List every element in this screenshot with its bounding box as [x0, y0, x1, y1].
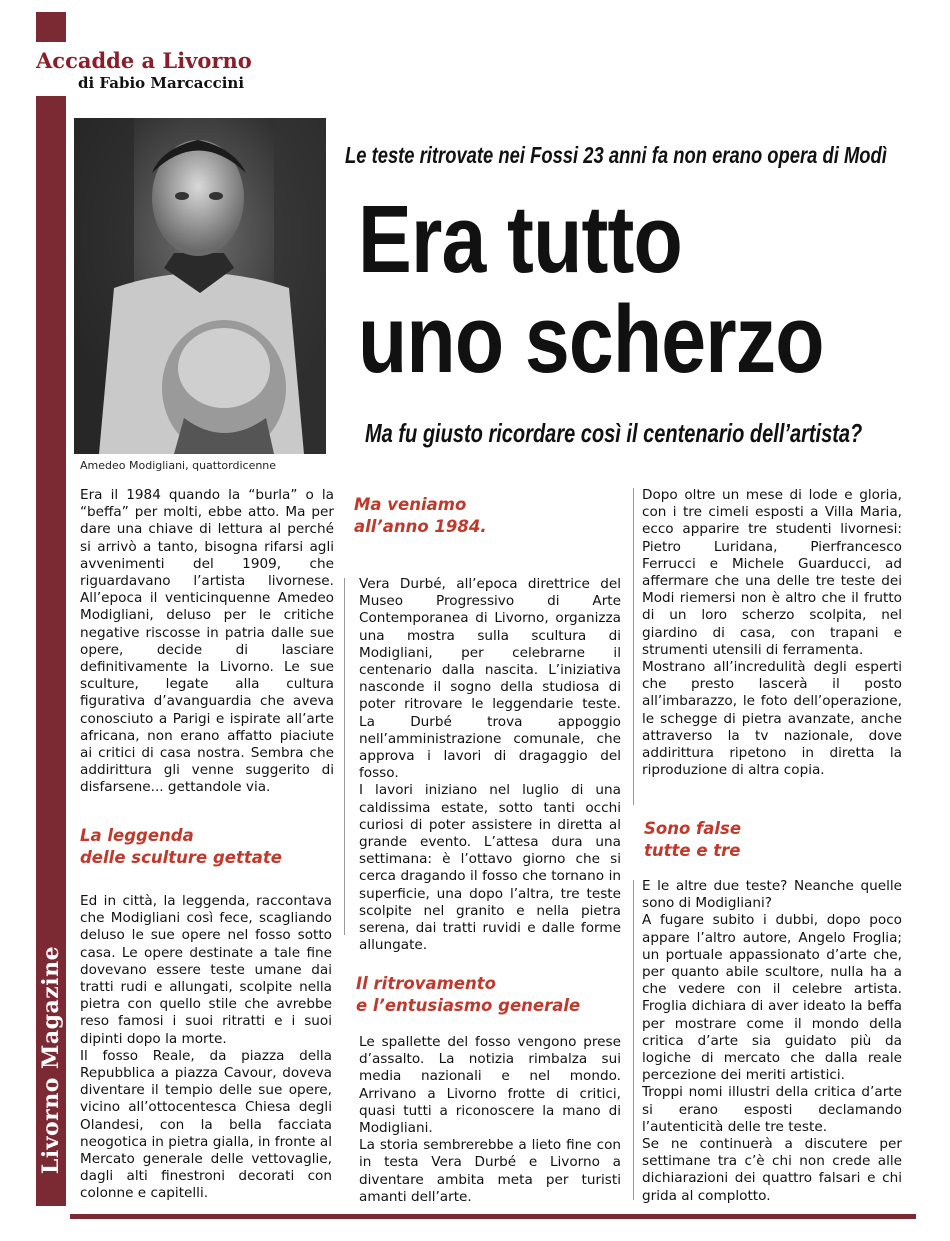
corner-square — [36, 12, 66, 42]
magazine-label: Livorno Magazine — [38, 945, 64, 1175]
paragraph: I lavori iniziano nel luglio di una caldissima estate, sotto tanti occhi curiosi di poter assistere in diretta al grande evento. L’attesa dura una settimana: è l’ottavo giorno che si cerca dragando il fosso che tornano in superficie, una dopo l’altra, tre teste scolpite nel granito e nella pietra serena, dai tratti ruvidi e dalle forme allungate. — [359, 782, 621, 954]
subheadline: Ma fu giusto ricordare così il centenario dell’artista? — [365, 418, 863, 448]
paragraph: Il fosso Reale, da piazza della Repubblica a piazza Cavour, doveva diventare il tempio delle sue opere, vicino all’ottocentesca Chiesa degli Olandesi, con la bella facciata neogotica in pietra gialla, in fronte al Mercato generale delle vettovaglie, dagli alti finestroni decorati con colonne e capitelli. — [80, 1047, 332, 1202]
section-title-line: tutte e tre — [644, 841, 741, 860]
section-title-line: Il ritrovamento — [356, 974, 496, 993]
paragraph: Mostrano all’incredulità degli esperti che presto lascerà il posto all’imbarazzo, le foto dell’operazione, le schegge di pietra avanzate, anche attraverso la tv nazionale, dove addirittura ripetono in diretta la riproduzione di altra copia. — [642, 659, 902, 779]
column-2-body — [359, 576, 621, 954]
section-title — [354, 494, 487, 538]
photo-caption: Amedeo Modigliani, quattordicenne — [80, 459, 277, 472]
column-3-body-2 — [642, 878, 902, 1205]
paragraph: La storia sembrerebbe a lieto fine con in testa Vera Durbé e Livorno a diventare ambita meta per turisti amanti dell’arte. — [359, 1137, 621, 1205]
paragraph: Troppi nomi illustri della critica d’arte si erano esposti declamando l’autenticità delle tre teste. — [642, 1084, 902, 1135]
paragraph: A fugare subito i dubbi, dopo poco appare l’altro autore, Angelo Froglia; un portuale appassionato d’arte che, per quanto abile scultore, nulla ha a che vedere con il celebre artista. Froglia dichiara di aver ideato la beffa per mostrare come il mondo della critica d’arte sia guidato più da logiche di mercato che dalla reale percezione dei meriti artistici. — [642, 912, 902, 1084]
column-separator — [633, 880, 634, 1200]
headline-line-1: Era tutto — [358, 186, 682, 293]
column-1-body — [80, 893, 332, 1203]
paragraph: Ed in città, la leggenda, raccontava che Modigliani così fece, scagliando deluso le sue opere nel fosso sotto casa. Le opere destinate a tale fine dovevano essere teste umane dai tratti rudi e allungati, scolpite nella pietra con quello stile che avrebbe reso famosi i suoi ritratti e i suoi dipinti dopo la morte. — [80, 893, 332, 1047]
column-2-body-2 — [359, 1034, 621, 1206]
paragraph: Se ne continuerà a discutere per settimane tra c’è chi non crede alle dichiarazioni dei quattro falsari e chi grida al complotto. — [642, 1136, 902, 1204]
column-title: Accadde a Livorno — [36, 48, 252, 73]
column-separator — [633, 488, 634, 805]
paragraph: E le altre due teste? Neanche quelle sono di Modigliani? — [642, 878, 902, 912]
kicker: Le teste ritrovate nei Fossi 23 anni fa non erano opera di Modì — [345, 142, 887, 168]
bottom-rule — [70, 1214, 916, 1219]
column-3-body — [642, 487, 902, 779]
paragraph: Le spallette del fosso vengono prese d’assalto. La notizia rimbalza sui media nazionali e nel mondo. Arrivano a Livorno frotte di critici, quasi tutti a riconoscere la mano di Modigliani. — [359, 1034, 621, 1137]
portrait-photo — [74, 118, 326, 454]
section-title — [356, 973, 580, 1017]
section-title-line: Sono false — [644, 819, 742, 838]
column-1-intro — [80, 487, 334, 797]
paragraph: Era il 1984 quando la “burla” o la “beffa” per molti, ebbe atto. Ma per dare una chiave di lettura al perché si arrivò a tanto, bisogna rifarsi agli avvenimenti del 1909, che riguardavano l’artista livornese. All’epoca il venticinquenne Amedeo Modigliani, deluso per le critiche negative riscosse in patria dalle sue opere, decide di lasciare definitivamente la Livorno. Le sue sculture, legate alla cultura figurativa d’avanguardia che aveva conosciuto a Parigi e ispirate all’arte africana, non erano affatto piaciute ai critici di casa nostra. Sembra che addirittura gli venne suggerito di disfarsene... gettandole via. — [80, 487, 334, 796]
section-title-line: delle sculture gettate — [80, 848, 282, 867]
paragraph: Vera Durbé, all’epoca direttrice del Museo Progressivo di Arte Contemporanea di Livorno, organizza una mostra sulla scultura di Modigliani, per celebrarne il centenario dalla nascita. L’iniziativa nasconde il sogno della studiosa di poter ritrovare le leggendarie teste. La Durbé trova appoggio nell’amministrazione comunale, che approva i lavori di dragaggio del fosso. — [359, 576, 621, 782]
section-title — [80, 825, 282, 869]
headline-line-2: uno scherzo — [358, 286, 824, 393]
paragraph: Dopo oltre un mese di lode e gloria, con i tre cimeli esposti a Villa Maria, ecco apparire tre studenti livornesi: Pietro Luridana, Pierfrancesco Ferrucci e Michele Guarducci, ad affermare che una delle tre teste dei Modi riemersi non è altro che il frutto di un loro scherzo scolpita, nel giardino di casa, con trapani e strumenti utensili di ferramenta. — [642, 487, 902, 658]
headline — [358, 186, 828, 393]
column-separator — [344, 578, 345, 935]
section-title-line: e l’entusiasmo generale — [356, 996, 581, 1015]
column-author: di Fabio Marcaccini — [78, 74, 245, 92]
section-title — [644, 818, 741, 862]
section-title-line: all’anno 1984. — [354, 517, 487, 536]
section-title-line: La leggenda — [80, 826, 194, 845]
section-title-line: Ma veniamo — [354, 495, 467, 514]
